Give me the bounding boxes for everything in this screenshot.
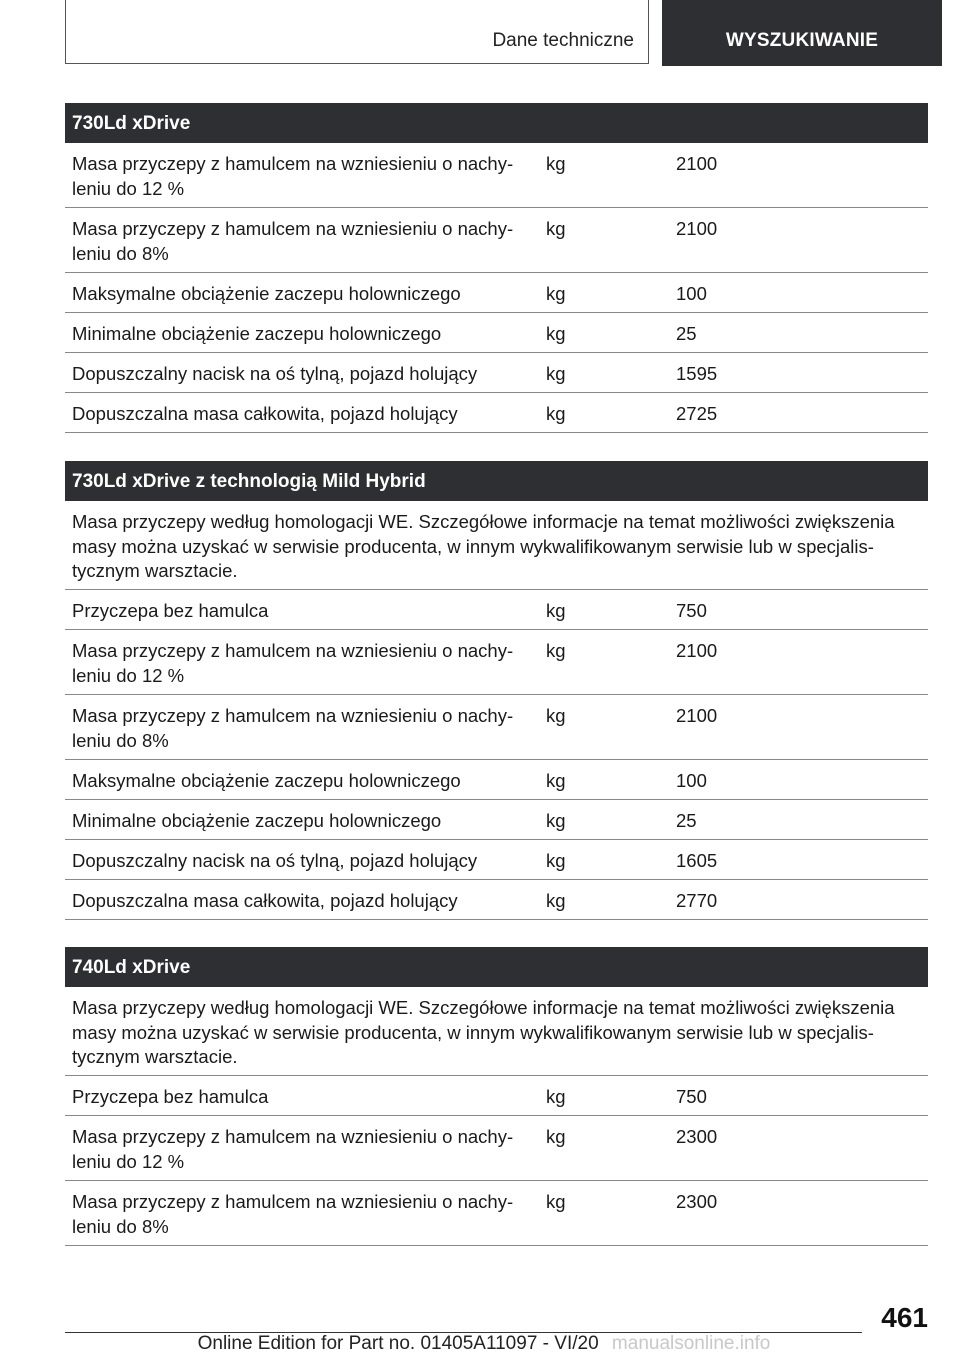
table-row [65,630,928,695]
row-label: Maksymalne obciążenie zaczepu holowniczego [72,283,461,304]
row-value: 2300 [676,1126,718,1147]
table-row [65,760,928,800]
table-row [65,1181,928,1246]
row-unit: kg [546,1126,566,1147]
row-value: 100 [676,770,707,791]
row-unit: kg [546,810,566,831]
row-unit: kg [546,1086,566,1107]
row-value: 25 [676,323,697,344]
table-row [65,208,928,273]
table-row [65,393,928,433]
row-value: 750 [676,600,707,621]
table-row [65,880,928,920]
row-unit: kg [546,363,566,384]
row-label: Dopuszczalny nacisk na oś tylną, pojazd holujący [72,850,478,871]
tab-chapter-label: Dane techniczne [492,30,634,51]
row-label: Dopuszczalna masa całkowita, pojazd holujący [72,890,458,911]
footer-edition [0,1333,960,1355]
row-unit: kg [546,323,566,344]
table-row [65,840,928,880]
row-value: 2100 [676,218,718,239]
row-label: Dopuszczalny nacisk na oś tylną, pojazd holujący [72,363,478,384]
section-title: 730Ld xDrive [65,103,928,143]
tab-search[interactable] [662,0,942,66]
row-label: Minimalne obciążenie zaczepu holowniczego [72,810,442,831]
table-row [65,1076,928,1116]
row-unit: kg [546,640,566,661]
section-note: Masa przyczepy według homologacji WE. Szczegółowe informacje na temat możliwości zwiększenia masy można uzyskać w serwisie producenta, w innym wykwalifikowanym serwisie lub w specjalistycznym warsztacie. [65,987,928,1076]
row-label: Przyczepa bez hamulca [72,600,269,621]
row-unit: kg [546,705,566,726]
row-unit: kg [546,218,566,239]
row-value: 2725 [676,403,718,424]
row-label: Masa przyczepy z hamulcem na wzniesieniu o nachyleniu do 12 % [72,153,514,199]
row-label: Masa przyczepy z hamulcem na wzniesieniu o nachyleniu do 8% [72,218,514,264]
edition-text: Online Edition for Part no. 01405A11097 - VI/20 [197,1333,599,1354]
table-row [65,313,928,353]
row-label: Maksymalne obciążenie zaczepu holowniczego [72,770,461,791]
spec-table-740ld [65,947,928,1246]
row-unit: kg [546,770,566,791]
table-row [65,1116,928,1181]
row-label: Dopuszczalna masa całkowita, pojazd holujący [72,403,458,424]
row-value: 2100 [676,705,718,726]
row-value: 100 [676,283,707,304]
table-row [65,273,928,313]
row-value: 1595 [676,363,718,384]
table-row [65,143,928,208]
row-unit: kg [546,403,566,424]
row-value: 750 [676,1086,707,1107]
row-value: 25 [676,810,697,831]
table-row [65,800,928,840]
row-label: Minimalne obciążenie zaczepu holowniczego [72,323,442,344]
row-unit: kg [546,600,566,621]
row-value: 1605 [676,850,718,871]
watermark-text: manualsonline.info [611,1333,771,1354]
row-value: 2770 [676,890,718,911]
tab-chapter[interactable] [65,0,649,64]
row-label: Przyczepa bez hamulca [72,1086,269,1107]
section-title: 730Ld xDrive z technologią Mild Hybrid [65,461,928,501]
page-header [0,0,960,66]
row-unit: kg [546,153,566,174]
spec-table-730ld-mild-hybrid [65,461,928,920]
row-unit: kg [546,850,566,871]
row-label: Masa przyczepy z hamulcem na wzniesieniu o nachyleniu do 8% [72,705,514,751]
section-title: 740Ld xDrive [65,947,928,987]
table-row [65,590,928,630]
row-value: 2100 [676,640,718,661]
page-number: 461 [881,1302,928,1333]
row-unit: kg [546,890,566,911]
row-label: Masa przyczepy z hamulcem na wzniesieniu o nachyleniu do 12 % [72,1126,514,1172]
row-value: 2100 [676,153,718,174]
row-label: Masa przyczepy z hamulcem na wzniesieniu o nachyleniu do 12 % [72,640,514,686]
row-value: 2300 [676,1191,718,1212]
tab-search-label: WYSZUKIWANIE [725,30,879,51]
spec-table-730ld [65,103,928,433]
table-row [65,353,928,393]
row-label: Masa przyczepy z hamulcem na wzniesieniu o nachyleniu do 8% [72,1191,514,1237]
row-unit: kg [546,283,566,304]
section-note: Masa przyczepy według homologacji WE. Szczegółowe informacje na temat możliwości zwiększenia masy można uzyskać w serwisie producenta, w innym wykwalifikowanym serwisie lub w specjalistycznym warsztacie. [65,501,928,590]
table-row [65,695,928,760]
row-unit: kg [546,1191,566,1212]
